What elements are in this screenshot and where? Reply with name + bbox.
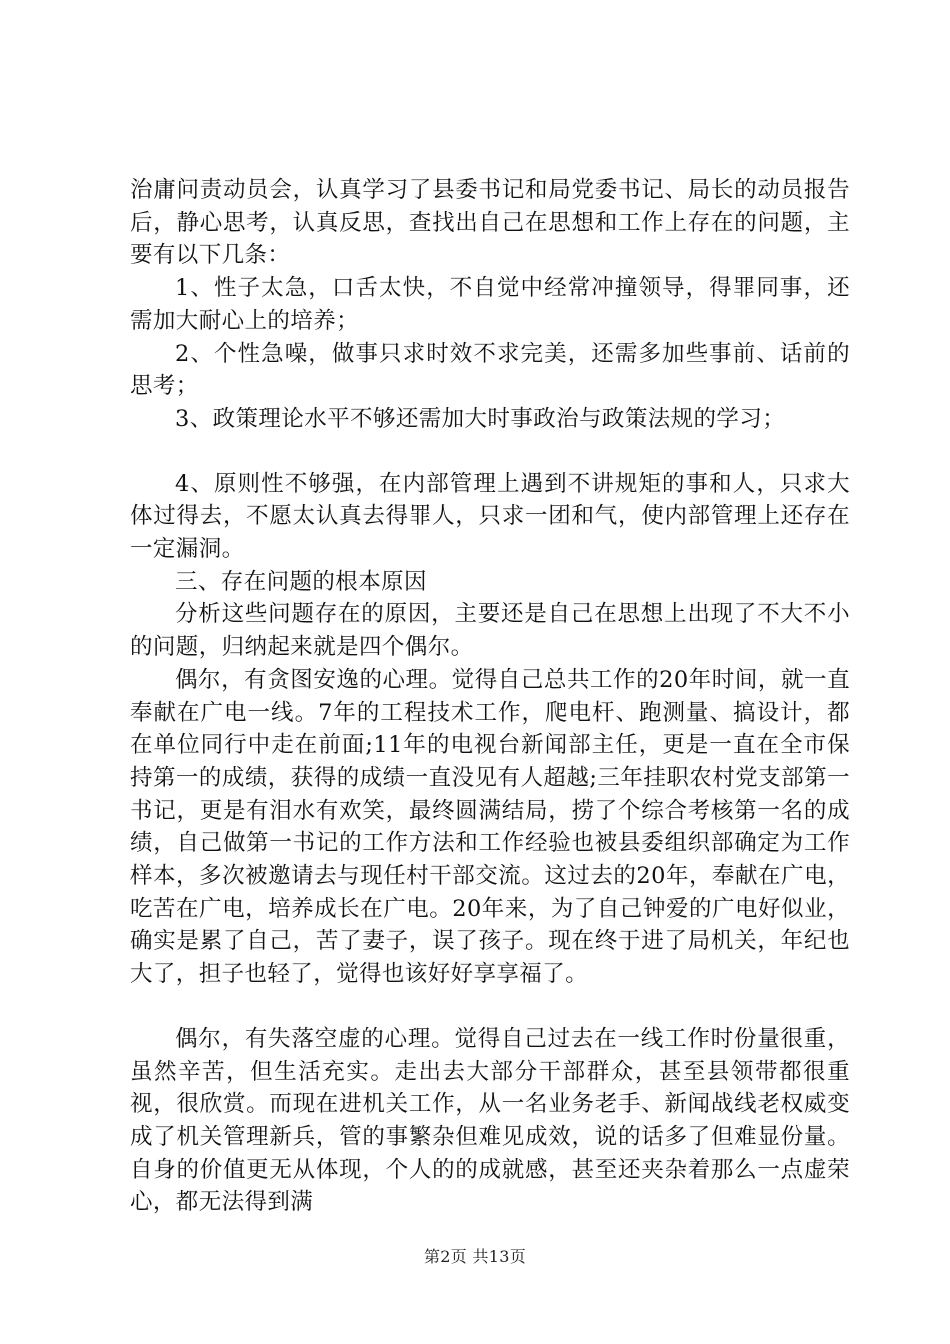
paragraph-item-3: 3、政策理论水平不够还需加大时事政治与政策法规的学习； [175,405,786,432]
paragraph-occasionally-1: 偶尔，有贪图安逸的心理。觉得自己总共工作的20年时间，就一直奉献在广电一线。7年的工程技术工作，爬电杆、跑测量、搞设计，都在单位同行中走在前面;11年的电视台新闻部主任，更是一直在全市保持第一的成绩，获得的成绩一直没见有人超越;三年挂职农村党支部第一书记，更是有泪水有欢笑，最终圆满结局，捞了个综合考核第一名的成绩，自己做第一书记的工作方法和工作经验也被县委组织部确定为工作样本，多次被邀请去与现任村干部交流。这过去的20年，奉献在广电，吃苦在广电，培养成长在广电。20年来，为了自己钟爱的广电好似业，确实是累了自己，苦了妻子，误了孩子。现在终于进了局机关，年纪也大了，担子也轻了，觉得也该好好享享福了。 [130,666,850,988]
paragraph-intro: 治庸问责动员会，认真学习了县委书记和局党委书记、局长的动员报告后，静心思考，认真反思，查找出自己在思想和工作上存在的问题，主要有以下几条： [130,177,850,269]
paragraph-item-4: 4、原则性不够强，在内部管理上遇到不讲规矩的事和人，只求大体过得去，不愿太认真去得罪人，只求一团和气，使内部管理上还存在一定漏洞。 [130,470,850,563]
paragraph-analysis: 分析这些问题存在的原因，主要还是自己在思想上出现了不大不小的问题，归纳起来就是四个偶尔。 [130,601,850,661]
body-text [130,174,850,1219]
paragraph-item-1: 1、性子太急，口舌太快，不自觉中经常冲撞领导，得罪同事，还需加大耐心上的培养； [130,275,850,334]
paragraph-item-2: 2、个性急噪，做事只求时效不求完美，还需多加些事前、话前的思考； [130,340,850,400]
page-footer: 第2页 共13页 [423,1247,527,1266]
section-heading: 三、存在问题的根本原因 [175,568,427,595]
paragraph-occasionally-2: 偶尔，有失落空虚的心理。觉得自己过去在一线工作时份量很重，虽然辛苦，但生活充实。走出去大部分干部群众，甚至县领带都很重视，很欣赏。而现在进机关工作，从一名业务老手、新闻战线老权威变成了机关管理新兵，管的事繁杂但难见成效，说的话多了但难显份量。自身的价值更无从体现，个人的的成就感，甚至还夹杂着那么一点虚荣心，都无法得到满 [130,1025,850,1216]
